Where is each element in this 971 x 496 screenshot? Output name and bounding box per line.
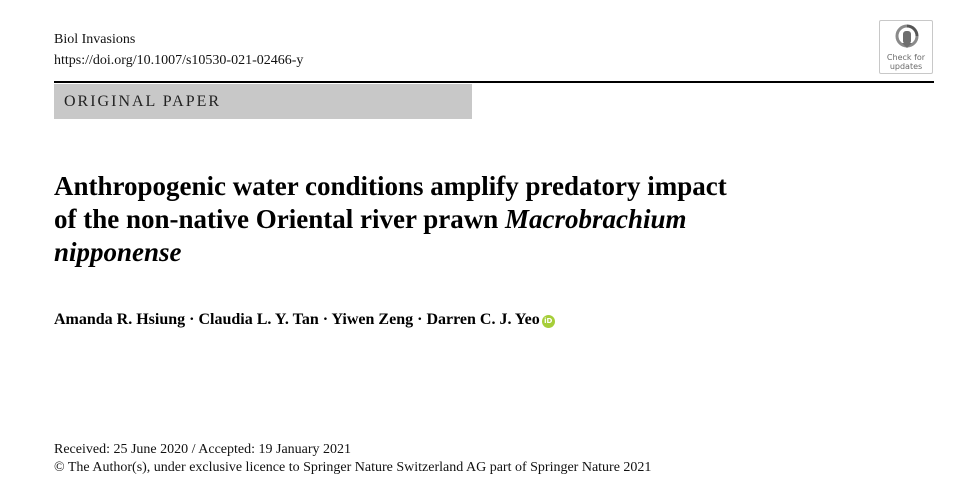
header-rule [54,81,934,83]
orcid-icon[interactable]: iD [542,315,555,328]
author-separator: · [322,311,329,328]
copyright-notice: © The Author(s), under exclusive licence to Springer Nature Switzerland AG part of Springer Nature 2021 [54,460,652,475]
title-genus: Macrobrachium [504,204,687,234]
received-accepted-dates: Received: 25 June 2020 / Accepted: 19 January 2021 [54,442,352,457]
article-type-banner [54,84,472,119]
author-separator: · [189,311,195,328]
author-4[interactable]: Darren C. J. Yeo [426,311,540,328]
author-list [54,310,555,330]
badge-line-1: Check for [886,53,926,62]
title-line-2-text: of the non-native Oriental river prawn [54,204,505,234]
title-line-3 [54,236,914,269]
badge-line-2: updates [889,62,923,71]
title-line-2 [54,203,914,236]
title-species: nipponense [54,237,182,267]
article-title [54,170,914,269]
author-3[interactable]: Yiwen Zeng [331,311,414,328]
badge-label [880,53,932,71]
check-for-updates-badge[interactable] [879,20,933,74]
author-separator: · [417,311,423,328]
check-for-updates-icon [895,24,919,50]
title-line-1: Anthropogenic water conditions amplify predatory impact [54,171,727,201]
article-type-label: ORIGINAL PAPER [64,93,222,110]
journal-name: Biol Invasions [54,32,136,47]
author-1[interactable]: Amanda R. Hsiung [54,311,186,328]
doi-link[interactable]: https://doi.org/10.1007/s10530-021-02466-y [54,53,304,68]
author-2[interactable]: Claudia L. Y. Tan [198,311,319,328]
